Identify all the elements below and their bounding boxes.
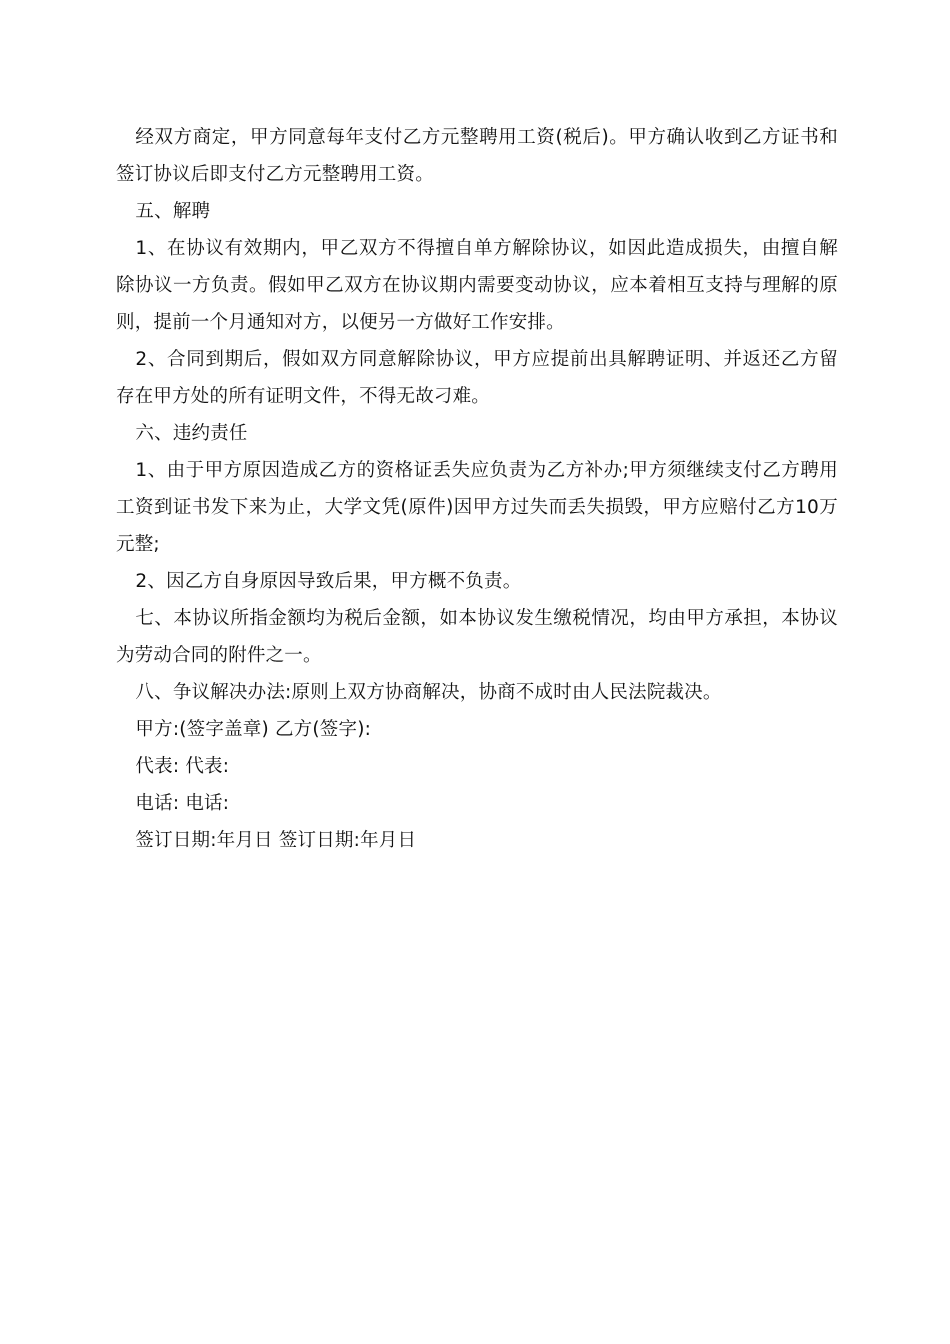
dismissal-clause-2: 2、合同到期后，假如双方同意解除协议，甲方应提前出具解聘证明、并返还乙方留存在甲方处的所有证明文件，不得无故刁难。 bbox=[116, 349, 838, 407]
signature-line: 甲方:(签字盖章) 乙方(签字): bbox=[135, 719, 372, 740]
section-dispute-clause: 八、争议解决办法:原则上双方协商解决，协商不成时由人民法院裁决。 bbox=[135, 682, 722, 703]
section-heading-liability: 六、违约责任 bbox=[135, 423, 248, 444]
dismissal-clause-1: 1、在协议有效期内，甲乙双方不得擅自单方解除协议，如因此造成损失，由擅自解除协议一方负责。假如甲乙双方在协议期内需要变动协议，应本着相互支持与理解的原则，提前一个月通知对方，以便另一方做好工作安排。 bbox=[116, 238, 838, 333]
payment-paragraph: 经双方商定，甲方同意每年支付乙方元整聘用工资(税后)。甲方确认收到乙方证书和签订协议后即支付乙方元整聘用工资。 bbox=[116, 127, 838, 185]
section-heading-dismissal: 五、解聘 bbox=[135, 201, 211, 222]
representative-line: 代表: 代表: bbox=[135, 756, 230, 777]
document-body bbox=[116, 119, 838, 859]
liability-clause-2: 2、因乙方自身原因导致后果，甲方概不负责。 bbox=[135, 571, 522, 592]
liability-clause-1: 1、由于甲方原因造成乙方的资格证丢失应负责为乙方补办;甲方须继续支付乙方聘用工资到证书发下来为止，大学文凭(原件)因甲方过失而丢失损毁，甲方应赔付乙方10万元整; bbox=[116, 460, 838, 555]
signing-date-line: 签订日期:年月日 签订日期:年月日 bbox=[135, 830, 417, 851]
phone-line: 电话: 电话: bbox=[135, 793, 230, 814]
section-tax-clause: 七、本协议所指金额均为税后金额，如本协议发生缴税情况，均由甲方承担，本协议为劳动合同的附件之一。 bbox=[116, 608, 838, 666]
